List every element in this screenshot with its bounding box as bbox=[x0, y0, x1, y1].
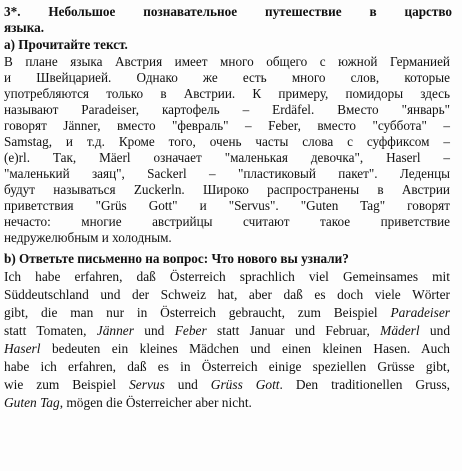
answer-line: Guten Tag, mögen die Österreicher aber nicht. bbox=[4, 395, 252, 410]
answer-line: Süddeutschland und der Schweiz hat, aber daß es doch viele Wörter bbox=[4, 287, 450, 302]
italic-term: Haserl bbox=[4, 341, 41, 356]
text-line: Samstag, и т.д. Кроме того, очень часты слова с суффиксом – bbox=[4, 134, 450, 149]
text-line: В плане языка Австрия имеет много общего с южной Германией bbox=[4, 54, 450, 69]
answer-line: habe ich erfahren, daß es in Österreich einige speziellen Grüsse gibt, bbox=[4, 359, 450, 374]
exercise-title-line-2: языка. bbox=[4, 20, 45, 35]
answer-line: Haserl bedeuten ein kleines Mädchen und einen kleinen Hasen. Auch bbox=[4, 341, 450, 356]
answer-line: statt Tomaten, Jänner und Feber statt Januar und Februar, Mäderl und bbox=[4, 323, 451, 338]
text-line: называют Paradeiser, картофель – Erdäfel. Вместо "январь" bbox=[4, 102, 450, 117]
italic-term: Servus bbox=[129, 377, 165, 392]
italic-term: Grüss Gott bbox=[210, 377, 280, 392]
text-line: будут называться Zuckerln. Широко распространены в Австрии bbox=[4, 182, 450, 197]
text-line: приветствия "Grüs Gott" и "Servus". "Guten Tag" говорят bbox=[4, 198, 450, 213]
italic-term: Paradeiser bbox=[390, 305, 450, 320]
answer-line: Ich habe erfahren, daß Österreich sprachlich viel Gemeinsames mit bbox=[4, 269, 450, 284]
italic-term: Guten Tag bbox=[4, 395, 60, 410]
exercise-title-line-1: 3*. Небольшое познавательное путешествие в царство bbox=[4, 4, 452, 19]
italic-term: Jänner bbox=[96, 323, 134, 338]
text-line: говорят Jänner, вместо "февраль" – Feber, вместо "суббота" – bbox=[4, 118, 450, 133]
answer-line: gibt, die man nur in Österreich gebraucht, zum Beispiel Paradeiser bbox=[4, 305, 450, 320]
italic-term: Feber bbox=[174, 323, 207, 338]
text-line: "маленький заяц", Sackerl – "пластиковый пакет". Леденцы bbox=[4, 166, 450, 181]
text-line: нечасто: многие австрийцы считают такое приветствие bbox=[4, 214, 450, 229]
task-a-heading: а) Прочитайте текст. bbox=[4, 37, 128, 52]
text-line: и Швейцарией. Однако же есть много слов, которые bbox=[4, 70, 450, 85]
italic-term: Mäderl bbox=[380, 323, 420, 338]
answer-line: wie zum Beispiel Servus und Grüss Gott. Den traditionellen Gruss, bbox=[4, 377, 450, 392]
task-b-heading: b) Ответьте письменно на вопрос: Что нового вы узнали? bbox=[4, 251, 349, 266]
text-line: (e)rl. Так, Mäerl означает "маленькая девочка", Haserl – bbox=[4, 150, 450, 165]
text-line: недружелюбным и холодным. bbox=[4, 230, 172, 245]
text-line: употребляются только в Австрии. К примеру, помидоры здесь bbox=[4, 86, 450, 101]
